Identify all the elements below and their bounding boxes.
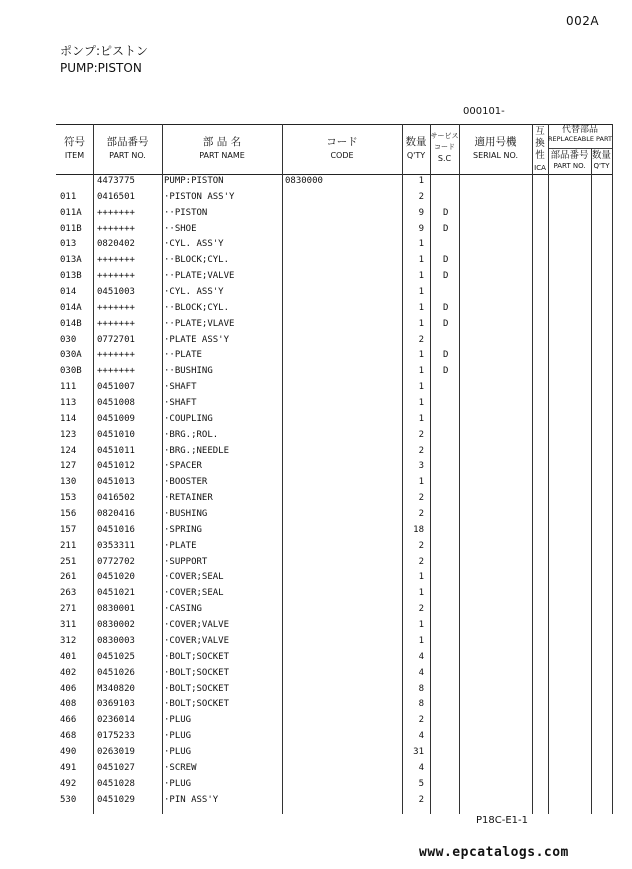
item-cell: 011 xyxy=(60,191,77,202)
item-cell: 492 xyxy=(60,778,77,789)
item-cell: 466 xyxy=(60,715,77,726)
part-name-cell: ·SHAFT xyxy=(164,382,197,393)
item-cell: 271 xyxy=(60,604,77,615)
item-cell: 468 xyxy=(60,731,77,742)
header-code: コード CODE xyxy=(326,136,358,160)
item-cell: 013A xyxy=(60,255,82,266)
qty-cell: 1 xyxy=(418,477,424,488)
item-cell: 013B xyxy=(60,271,82,282)
qty-cell: 1 xyxy=(418,176,424,186)
part-no-cell: +++++++ xyxy=(97,223,135,234)
service-code-cell: D xyxy=(443,318,449,329)
item-cell: 251 xyxy=(60,556,77,567)
part-name-cell: PUMP:PISTON xyxy=(164,176,224,186)
table-row xyxy=(56,475,611,491)
part-no-cell: M340820 xyxy=(97,683,135,694)
part-name-cell: ·SPRING xyxy=(164,524,202,535)
table-row xyxy=(56,253,611,269)
table-row xyxy=(56,618,611,634)
header-replaceable-part-no: 部品番号 PART NO. xyxy=(550,150,589,170)
qty-cell: 9 xyxy=(418,223,424,234)
table-row xyxy=(56,285,611,301)
item-cell: 030A xyxy=(60,350,82,361)
header-part-no: 部品番号 PART NO. xyxy=(106,136,149,160)
part-name-cell: ··BLOCK;CYL. xyxy=(164,302,230,313)
part-name-cell: ·BUSHING xyxy=(164,509,208,520)
part-no-cell: 0830003 xyxy=(97,635,135,646)
table-row xyxy=(56,666,611,682)
part-name-cell: ·COVER;VALVE xyxy=(164,635,230,646)
date-code: 000101- xyxy=(463,106,505,117)
table-row xyxy=(56,174,611,190)
part-no-cell: +++++++ xyxy=(97,302,135,313)
part-name-cell: ·BOOSTER xyxy=(164,477,208,488)
table-row xyxy=(56,428,611,444)
qty-cell: 4 xyxy=(418,651,424,662)
qty-cell: 1 xyxy=(418,350,424,361)
watermark: www.epcatalogs.com xyxy=(419,845,569,860)
qty-cell: 8 xyxy=(418,699,424,710)
part-name-cell: ·SPACER xyxy=(164,461,202,472)
table-row xyxy=(56,523,611,539)
qty-cell: 1 xyxy=(418,588,424,599)
item-cell: 127 xyxy=(60,461,77,472)
qty-cell: 8 xyxy=(418,683,424,694)
table-row xyxy=(56,602,611,618)
qty-cell: 9 xyxy=(418,207,424,218)
qty-cell: 2 xyxy=(418,445,424,456)
part-name-cell: ·PLUG xyxy=(164,731,192,742)
part-no-cell: 0820402 xyxy=(97,239,135,250)
table-row xyxy=(56,444,611,460)
part-name-cell: ·BOLT;SOCKET xyxy=(164,683,230,694)
header-ica: 互換性 ICA xyxy=(534,126,546,172)
part-no-cell: 0451008 xyxy=(97,398,135,409)
table-row xyxy=(56,777,611,793)
qty-cell: 2 xyxy=(418,604,424,615)
item-cell: 011A xyxy=(60,207,82,218)
table-row xyxy=(56,491,611,507)
part-no-cell: 0820416 xyxy=(97,509,135,520)
item-cell: 153 xyxy=(60,493,77,504)
table-row xyxy=(56,682,611,698)
table-row xyxy=(56,539,611,555)
code-cell: 0830000 xyxy=(285,176,323,186)
service-code-cell: D xyxy=(443,302,449,313)
item-cell: 123 xyxy=(60,429,77,440)
qty-cell: 2 xyxy=(418,556,424,567)
part-no-cell: 0451027 xyxy=(97,762,135,773)
part-no-cell: 0416501 xyxy=(97,191,135,202)
part-no-cell: +++++++ xyxy=(97,255,135,266)
part-no-cell: 0175233 xyxy=(97,731,135,742)
part-no-cell: +++++++ xyxy=(97,350,135,361)
qty-cell: 4 xyxy=(418,731,424,742)
item-cell: 014 xyxy=(60,287,77,298)
part-no-cell: 0451013 xyxy=(97,477,135,488)
service-code-cell: D xyxy=(443,255,449,266)
part-no-cell: 0451021 xyxy=(97,588,135,599)
service-code-cell: D xyxy=(443,366,449,377)
table-top-border xyxy=(56,124,612,125)
part-no-cell: 0451010 xyxy=(97,429,135,440)
part-name-cell: ·BOLT;SOCKET xyxy=(164,651,230,662)
qty-cell: 2 xyxy=(418,334,424,345)
table-row xyxy=(56,729,611,745)
item-cell: 530 xyxy=(60,794,77,805)
qty-cell: 1 xyxy=(418,255,424,266)
page-number: 002A xyxy=(566,14,600,28)
item-cell: 030B xyxy=(60,366,82,377)
part-name-cell: ··PLATE xyxy=(164,350,202,361)
part-name-cell: ·COVER;VALVE xyxy=(164,620,230,631)
part-name-cell: ·COUPLING xyxy=(164,413,213,424)
part-name-cell: ·CASING xyxy=(164,604,202,615)
part-no-cell: 0451028 xyxy=(97,778,135,789)
part-no-cell: 0451016 xyxy=(97,524,135,535)
item-cell: 261 xyxy=(60,572,77,583)
part-name-cell: ··SHOE xyxy=(164,223,197,234)
part-name-cell: ·SHAFT xyxy=(164,398,197,409)
qty-cell: 2 xyxy=(418,493,424,504)
table-row xyxy=(56,586,611,602)
qty-cell: 2 xyxy=(418,429,424,440)
part-name-cell: ··PISTON xyxy=(164,207,208,218)
part-name-cell: ··PLATE;VLAVE xyxy=(164,318,235,329)
part-name-cell: ·BRG.;NEEDLE xyxy=(164,445,230,456)
footer-code: P18C-E1-1 xyxy=(476,815,528,826)
parts-table-body xyxy=(56,174,611,808)
qty-cell: 18 xyxy=(413,524,424,535)
part-no-cell: 0451025 xyxy=(97,651,135,662)
table-row xyxy=(56,380,611,396)
part-name-cell: ·PLUG xyxy=(164,715,192,726)
item-cell: 011B xyxy=(60,223,82,234)
item-cell: 402 xyxy=(60,667,77,678)
item-cell: 406 xyxy=(60,683,77,694)
item-cell: 490 xyxy=(60,746,77,757)
table-row xyxy=(56,301,611,317)
item-cell: 124 xyxy=(60,445,77,456)
title-japanese: ポンプ:ピストン xyxy=(60,44,149,58)
header-replaceable-part: 代替部品 REPLACEABLE PART xyxy=(548,125,612,143)
qty-cell: 2 xyxy=(418,794,424,805)
item-cell: 014A xyxy=(60,302,82,313)
qty-cell: 2 xyxy=(418,715,424,726)
qty-cell: 1 xyxy=(418,620,424,631)
part-name-cell: ·PIN ASS'Y xyxy=(164,794,219,805)
qty-cell: 1 xyxy=(418,635,424,646)
part-no-cell: 0451009 xyxy=(97,413,135,424)
table-row xyxy=(56,570,611,586)
table-row xyxy=(56,555,611,571)
part-name-cell: ·PISTON ASS'Y xyxy=(164,191,235,202)
item-cell: 263 xyxy=(60,588,77,599)
header-replaceable-qty: 数量 Q'TY xyxy=(591,150,611,170)
part-no-cell: 0369103 xyxy=(97,699,135,710)
title-english: PUMP:PISTON xyxy=(60,61,142,75)
service-code-cell: D xyxy=(443,223,449,234)
service-code-cell: D xyxy=(443,350,449,361)
part-no-cell: 0353311 xyxy=(97,540,135,551)
item-cell: 157 xyxy=(60,524,77,535)
part-no-cell: 0451003 xyxy=(97,287,135,298)
table-row xyxy=(56,348,611,364)
service-code-cell: D xyxy=(443,207,449,218)
table-row xyxy=(56,364,611,380)
item-cell: 111 xyxy=(60,382,77,393)
qty-cell: 1 xyxy=(418,239,424,250)
table-row xyxy=(56,634,611,650)
table-row xyxy=(56,507,611,523)
qty-cell: 31 xyxy=(413,746,424,757)
part-name-cell: ·COVER;SEAL xyxy=(164,588,224,599)
table-row xyxy=(56,237,611,253)
part-name-cell: ·CYL. ASS'Y xyxy=(164,287,224,298)
part-name-cell: ··BUSHING xyxy=(164,366,213,377)
part-no-cell: 0830002 xyxy=(97,620,135,631)
item-cell: 401 xyxy=(60,651,77,662)
table-row xyxy=(56,396,611,412)
qty-cell: 1 xyxy=(418,398,424,409)
header-part-name: 部 品 名 PART NAME xyxy=(199,136,245,160)
item-cell: 013 xyxy=(60,239,77,250)
part-name-cell: ·CYL. ASS'Y xyxy=(164,239,224,250)
part-name-cell: ··PLATE;VALVE xyxy=(164,271,235,282)
item-cell: 114 xyxy=(60,413,77,424)
item-cell: 130 xyxy=(60,477,77,488)
table-row xyxy=(56,745,611,761)
part-name-cell: ··BLOCK;CYL. xyxy=(164,255,230,266)
part-no-cell: 0830001 xyxy=(97,604,135,615)
part-name-cell: ·BOLT;SOCKET xyxy=(164,699,230,710)
qty-cell: 1 xyxy=(418,302,424,313)
table-row xyxy=(56,713,611,729)
table-row xyxy=(56,333,611,349)
replaceable-sub-divider xyxy=(548,148,612,149)
table-row xyxy=(56,222,611,238)
header-serial-no: 適用号機 SERIAL NO. xyxy=(472,136,519,160)
part-no-cell: 0236014 xyxy=(97,715,135,726)
qty-cell: 2 xyxy=(418,509,424,520)
item-cell: 491 xyxy=(60,762,77,773)
qty-cell: 5 xyxy=(418,778,424,789)
table-row xyxy=(56,697,611,713)
item-cell: 211 xyxy=(60,540,77,551)
part-no-cell: 0451029 xyxy=(97,794,135,805)
part-no-cell: 0451007 xyxy=(97,382,135,393)
qty-cell: 1 xyxy=(418,382,424,393)
part-name-cell: ·COVER;SEAL xyxy=(164,572,224,583)
part-no-cell: +++++++ xyxy=(97,366,135,377)
part-no-cell: +++++++ xyxy=(97,207,135,218)
table-row xyxy=(56,793,611,809)
part-no-cell: 0416502 xyxy=(97,493,135,504)
qty-cell: 1 xyxy=(418,318,424,329)
qty-cell: 2 xyxy=(418,191,424,202)
part-name-cell: ·PLATE xyxy=(164,540,197,551)
table-row xyxy=(56,206,611,222)
item-cell: 014B xyxy=(60,318,82,329)
qty-cell: 1 xyxy=(418,271,424,282)
header-qty: 数量 Q'TY xyxy=(405,136,427,160)
part-no-cell: 0451011 xyxy=(97,445,135,456)
qty-cell: 1 xyxy=(418,287,424,298)
table-row xyxy=(56,650,611,666)
qty-cell: 1 xyxy=(418,366,424,377)
part-no-cell: 0772702 xyxy=(97,556,135,567)
part-no-cell: 0772701 xyxy=(97,334,135,345)
table-row xyxy=(56,459,611,475)
item-cell: 156 xyxy=(60,509,77,520)
part-no-cell: 4473775 xyxy=(97,176,135,186)
part-name-cell: ·RETAINER xyxy=(164,493,213,504)
part-name-cell: ·BOLT;SOCKET xyxy=(164,667,230,678)
part-no-cell: 0263019 xyxy=(97,746,135,757)
part-name-cell: ·PLATE ASS'Y xyxy=(164,334,230,345)
part-no-cell: 0451012 xyxy=(97,461,135,472)
table-row xyxy=(56,761,611,777)
qty-cell: 4 xyxy=(418,762,424,773)
qty-cell: 4 xyxy=(418,667,424,678)
part-name-cell: ·PLUG xyxy=(164,778,192,789)
part-no-cell: 0451026 xyxy=(97,667,135,678)
qty-cell: 1 xyxy=(418,413,424,424)
part-name-cell: ·SCREW xyxy=(164,762,197,773)
qty-cell: 1 xyxy=(418,572,424,583)
table-row xyxy=(56,317,611,333)
qty-cell: 3 xyxy=(418,461,424,472)
table-row xyxy=(56,412,611,428)
part-no-cell: +++++++ xyxy=(97,271,135,282)
part-name-cell: ·PLUG xyxy=(164,746,192,757)
service-code-cell: D xyxy=(443,271,449,282)
table-row xyxy=(56,190,611,206)
table-row xyxy=(56,269,611,285)
item-cell: 311 xyxy=(60,620,77,631)
part-name-cell: ·BRG.;ROL. xyxy=(164,429,219,440)
item-cell: 408 xyxy=(60,699,77,710)
item-cell: 312 xyxy=(60,635,77,646)
item-cell: 113 xyxy=(60,398,77,409)
part-name-cell: ·SUPPORT xyxy=(164,556,208,567)
part-no-cell: +++++++ xyxy=(97,318,135,329)
part-no-cell: 0451020 xyxy=(97,572,135,583)
header-service-code: サービス コード S.C xyxy=(430,132,459,163)
qty-cell: 2 xyxy=(418,540,424,551)
col-divider xyxy=(612,124,613,814)
header-item: 符号 ITEM xyxy=(64,136,85,160)
item-cell: 030 xyxy=(60,334,77,345)
